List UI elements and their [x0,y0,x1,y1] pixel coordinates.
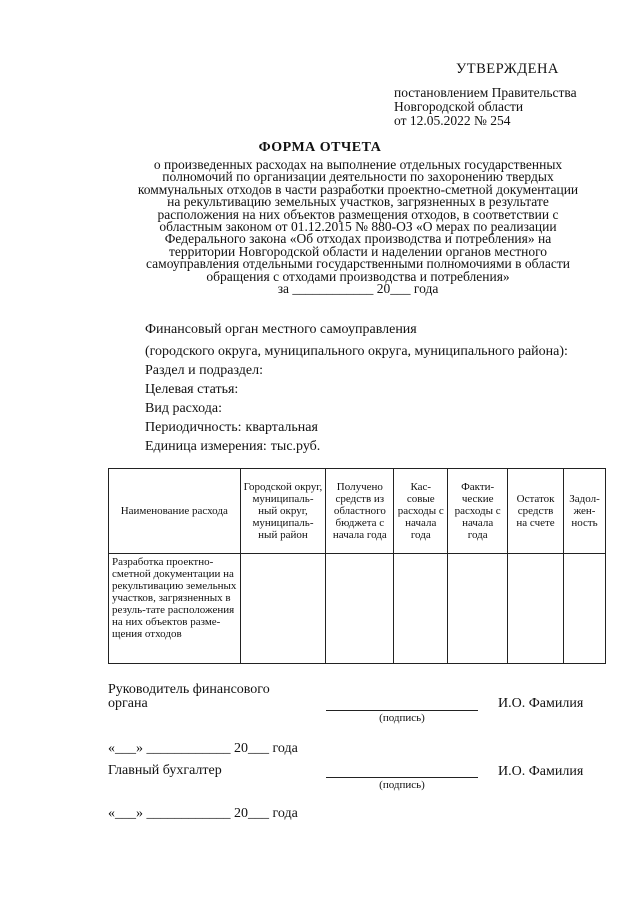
description-line: областным законом от 01.12.2015 № 880-ОЗ «О мерах по реализации [159,219,557,235]
finance-body-line-1: Финансовый орган местного самоуправления [145,322,417,337]
cell-received-funds [326,554,394,664]
header-municipality: Городской округ, муниципаль-ный округ, муниципаль-ный район [240,469,326,554]
cell-debt [564,554,606,664]
description-line: коммунальных отходов в части разработки проектно-сметной документации [137,181,579,197]
header-account-balance: Остаток средств на счете [508,469,564,554]
head-label-line-1: Руководитель финансового [108,682,270,697]
report-table [108,468,606,664]
head-date-line: «___» ____________ 20___ года [108,741,298,756]
description-line: территории Новгородской области и наделении органов местного [168,243,548,259]
periodicity-label: Периодичность: [145,420,242,435]
description-line: обращения с отходами производства и потребления» [206,268,510,284]
target-article-label: Целевая статья: [145,382,239,397]
header-received-funds: Получено средств из областного бюджета с начала года [326,469,394,554]
approval-line-1: постановлением Правительства [394,85,577,100]
head-name: И.О. Фамилия [498,696,584,711]
approval-line-3: от 12.05.2022 № 254 [394,113,511,128]
header-actual-expenses: Факти-ческие расходы с начала года [448,469,508,554]
description-line: самоуправления отдельными государственными полномочиями в области [146,256,570,272]
cell-expense-name: Разработка проектно-сметной документации на рекультивацию земельных участков, загрязненных в резуль-тате расположения на них объектов разме-щения отходов [109,554,241,664]
accountant-signature-line [326,777,478,778]
approval-heading: УТВЕРЖДЕНА [456,61,559,77]
description-line: о произведенных расходах на выполнение отдельных государственных [153,157,563,172]
report-period-line: за ____________ 20___ года [277,281,439,297]
form-title: ФОРМА ОТЧЕТА [258,140,382,155]
cell-municipality [240,554,326,664]
description-line: Федерального закона «Об отходах производства и потребления» на [164,231,552,247]
cell-account-balance [508,554,564,664]
table-row [109,554,606,664]
report-description [108,159,608,295]
cell-actual-expenses [448,554,508,664]
head-signature-hint: (подпись) [379,712,425,724]
approval-line-2: Новгородской области [394,99,524,114]
header-cash-expenses: Кас-совые расходы с начала года [394,469,448,554]
description-line: расположения на них объектов размещения отходов, в соответствии с [157,206,559,222]
unit-label: Единица измерения: [145,439,267,454]
finance-body-line-2: (городского округа, муниципального округа, муниципального района): [145,344,568,359]
expense-type-label: Вид расхода: [145,401,222,416]
unit-line [145,439,320,455]
accountant-label: Главный бухгалтер [108,763,222,778]
approval-block [394,62,634,128]
head-signature-line [326,710,478,711]
periodicity-value: квартальная [245,420,318,435]
description-line: полномочий по организации деятельности по захоронению твердых [162,169,554,185]
section-label: Раздел и подраздел: [145,363,264,378]
head-signature-label [108,683,270,711]
unit-value: тыс.руб. [270,439,321,454]
description-line: на рекультивацию земельных участков, загрязненных в результате [167,194,549,210]
accountant-date-line: «___» ____________ 20___ года [108,806,298,821]
periodicity-line [145,420,318,436]
header-debt: Задол-жен-ность [564,469,606,554]
head-label-line-2: органа [108,696,148,711]
header-expense-name: Наименование расхода [109,469,241,554]
accountant-name: И.О. Фамилия [498,764,584,779]
cell-cash-expenses [394,554,448,664]
table-header-row [109,469,606,554]
accountant-signature-hint: (подпись) [379,779,425,791]
